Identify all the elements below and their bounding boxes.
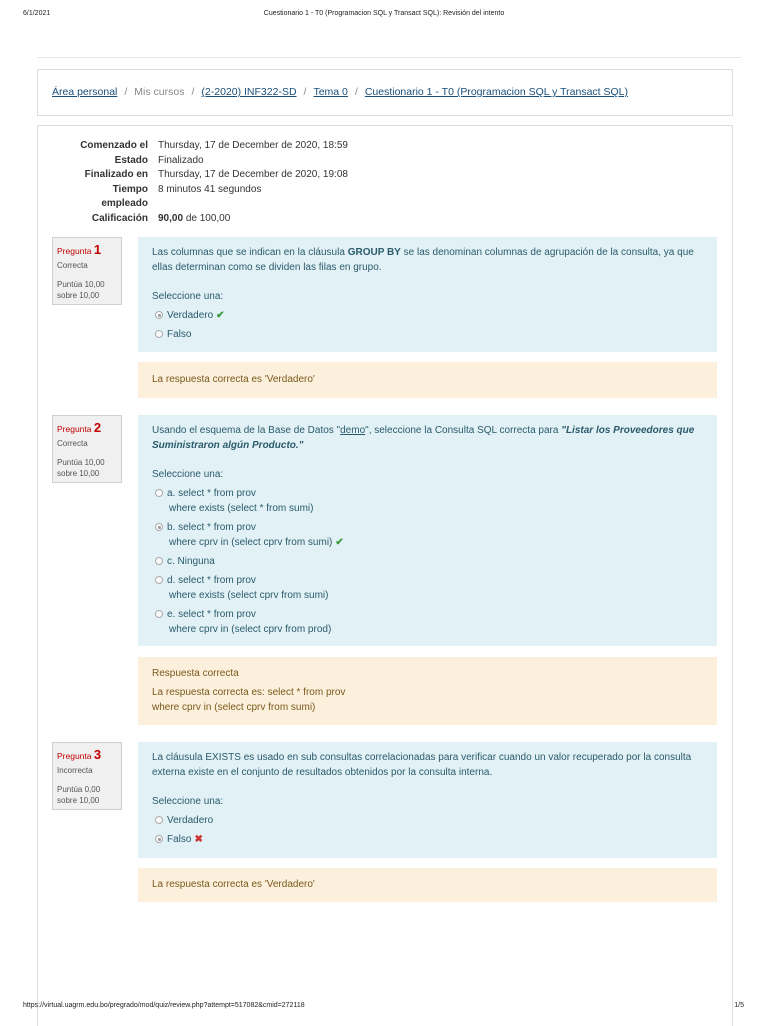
question-content-2 bbox=[138, 415, 717, 646]
question-text bbox=[152, 245, 703, 275]
question-state: Correcta bbox=[57, 439, 88, 448]
question-points: Puntúa 10,00 bbox=[57, 280, 105, 289]
answer-option-label-line2: where exists (select cprv from sumi) bbox=[169, 590, 329, 601]
answer-option-label-line2: where exists (select * from sumi) bbox=[169, 503, 314, 514]
answer-option[interactable] bbox=[152, 327, 703, 342]
grade-value-container bbox=[158, 212, 230, 226]
breadcrumb bbox=[52, 86, 628, 98]
question-feedback-2 bbox=[138, 657, 717, 725]
breadcrumb-link-area-personal[interactable]: Área personal bbox=[52, 86, 118, 98]
breadcrumb-item-mis-cursos: Mis cursos bbox=[134, 86, 185, 98]
answer-option-label: c. Ninguna bbox=[167, 556, 215, 567]
question-grade bbox=[57, 784, 117, 806]
print-date: 6/1/2021 bbox=[23, 10, 51, 17]
question-grade bbox=[57, 279, 117, 301]
state-label: Estado bbox=[114, 155, 148, 166]
question-text-keyword: "Listar los Proveedores que Suministraron algún Producto." bbox=[152, 425, 695, 451]
demo-link[interactable]: demo bbox=[340, 425, 366, 436]
question-info-3 bbox=[52, 742, 122, 810]
finished-value: Thursday, 17 de December de 2020, 19:08 bbox=[158, 169, 348, 180]
question-number-value: 1 bbox=[93, 242, 102, 257]
breadcrumb-separator: / bbox=[303, 86, 307, 98]
answer-option-label: Verdadero bbox=[167, 310, 214, 321]
grade-label: Calificación bbox=[91, 213, 148, 224]
answer-option-label-line2: where cprv in (select cprv from sumi) bbox=[169, 537, 333, 548]
question-text-part: Las columnas que se indican en la cláusula bbox=[152, 247, 348, 258]
question-number-value: 3 bbox=[93, 747, 102, 762]
grade-suffix: de 100,00 bbox=[185, 213, 231, 224]
question-content-1 bbox=[138, 237, 717, 352]
divider bbox=[37, 57, 741, 58]
question-max-points: sobre 10,00 bbox=[57, 469, 100, 478]
cross-icon: ✖ bbox=[194, 834, 203, 845]
radio-icon[interactable] bbox=[155, 576, 163, 584]
answer-prompt: Seleccione una: bbox=[152, 469, 224, 480]
time-value: 8 minutos 41 segundos bbox=[158, 184, 262, 195]
question-label: Pregunta bbox=[57, 246, 92, 256]
radio-icon[interactable] bbox=[155, 557, 163, 565]
question-info-1 bbox=[52, 237, 122, 305]
feedback-title: Respuesta correcta bbox=[152, 668, 239, 679]
feedback-text: La respuesta correcta es: select * from prov bbox=[152, 687, 346, 698]
check-icon: ✔ bbox=[216, 310, 225, 321]
breadcrumb-separator: / bbox=[191, 86, 195, 98]
question-label: Pregunta bbox=[57, 751, 92, 761]
question-text-part: Usando el esquema de la Base de Datos " bbox=[152, 425, 341, 436]
answer-option[interactable] bbox=[152, 520, 703, 550]
question-state: Incorrecta bbox=[57, 766, 93, 775]
question-number-value: 2 bbox=[93, 420, 102, 435]
answer-option[interactable] bbox=[152, 308, 703, 323]
answer-option[interactable] bbox=[152, 607, 703, 637]
answer-option-label: a. select * from prov bbox=[167, 488, 256, 499]
answer-option-label: Falso bbox=[167, 834, 192, 845]
feedback-text-line2: where cprv in (select cprv from sumi) bbox=[152, 702, 316, 713]
answer-option-line2 bbox=[169, 535, 703, 550]
answer-option[interactable] bbox=[152, 813, 703, 828]
finished-label: Finalizado en bbox=[84, 169, 148, 180]
question-text-part: se las denominan columnas de agrupación de la consulta, ya que ellas determinan como se dividen las filas en grupo. bbox=[152, 247, 694, 273]
breadcrumb-link-tema[interactable]: Tema 0 bbox=[313, 86, 348, 98]
print-page-number: 1/5 bbox=[734, 1002, 744, 1009]
started-value: Thursday, 17 de December de 2020, 18:59 bbox=[158, 140, 348, 151]
answer-option-label-line2: where cprv in (select cprv from prod) bbox=[169, 624, 332, 635]
answer-option[interactable] bbox=[152, 832, 703, 847]
time-label-line1: Tiempo bbox=[112, 184, 148, 195]
radio-icon[interactable] bbox=[155, 489, 163, 497]
question-number bbox=[57, 420, 117, 435]
radio-selected-icon[interactable] bbox=[155, 835, 163, 843]
started-label: Comenzado el bbox=[80, 140, 148, 151]
grade-value: 90,00 bbox=[158, 213, 184, 224]
breadcrumb-container bbox=[37, 69, 733, 116]
answer-option[interactable] bbox=[152, 573, 703, 603]
breadcrumb-link-course[interactable]: (2-2020) INF322-SD bbox=[201, 86, 297, 98]
question-max-points: sobre 10,00 bbox=[57, 796, 100, 805]
print-url: https://virtual.uagrm.edu.bo/pregrado/mod/quiz/review.php?attempt=517082&cmid=272118 bbox=[23, 1002, 305, 1009]
radio-icon[interactable] bbox=[155, 610, 163, 618]
question-text-keyword: GROUP BY bbox=[347, 247, 401, 258]
answer-option-label: d. select * from prov bbox=[167, 575, 256, 586]
time-label-line2: empleado bbox=[101, 198, 148, 209]
breadcrumb-separator: / bbox=[354, 86, 358, 98]
question-state: Correcta bbox=[57, 261, 88, 270]
question-points: Puntúa 10,00 bbox=[57, 458, 105, 467]
check-icon: ✔ bbox=[335, 537, 344, 548]
question-number bbox=[57, 747, 117, 762]
question-text: La cláusula EXISTS es usado en sub consultas correlacionadas para verificar cuando un valor recuperado por la consulta externa existe en el conjunto de resultados obtenidos por la consulta interna. bbox=[152, 752, 692, 778]
question-grade bbox=[57, 457, 117, 479]
breadcrumb-link-quiz[interactable]: Cuestionario 1 - T0 (Programacion SQL y Transact SQL) bbox=[364, 86, 629, 98]
state-value: Finalizado bbox=[158, 155, 204, 166]
radio-icon[interactable] bbox=[155, 816, 163, 824]
question-feedback-1 bbox=[138, 362, 717, 398]
question-feedback-3 bbox=[138, 868, 717, 902]
answer-option[interactable] bbox=[152, 554, 703, 569]
print-title: Cuestionario 1 - T0 (Programacion SQL y Transact SQL): Revisión del intento bbox=[263, 10, 505, 17]
question-content-3 bbox=[138, 742, 717, 858]
question-text bbox=[152, 423, 703, 453]
answer-option-label: e. select * from prov bbox=[167, 609, 256, 620]
question-label: Pregunta bbox=[57, 424, 92, 434]
feedback-text: La respuesta correcta es 'Verdadero' bbox=[152, 374, 315, 385]
question-number bbox=[57, 242, 117, 257]
radio-selected-icon[interactable] bbox=[155, 523, 163, 531]
question-max-points: sobre 10,00 bbox=[57, 291, 100, 300]
answer-option-label: Falso bbox=[167, 329, 192, 340]
answer-option-label: b. select * from prov bbox=[167, 522, 256, 533]
feedback-text: La respuesta correcta es 'Verdadero' bbox=[152, 879, 315, 890]
answer-prompt: Seleccione una: bbox=[152, 796, 224, 807]
radio-icon[interactable] bbox=[155, 330, 163, 338]
question-info-2 bbox=[52, 415, 122, 483]
question-points: Puntúa 0,00 bbox=[57, 785, 101, 794]
radio-selected-icon[interactable] bbox=[155, 311, 163, 319]
answer-option-label: Verdadero bbox=[167, 815, 214, 826]
answer-prompt: Seleccione una: bbox=[152, 291, 224, 302]
question-text-part: ", seleccione la Consulta SQL correcta para bbox=[365, 425, 562, 436]
answer-option[interactable] bbox=[152, 486, 703, 516]
breadcrumb-separator: / bbox=[124, 86, 128, 98]
